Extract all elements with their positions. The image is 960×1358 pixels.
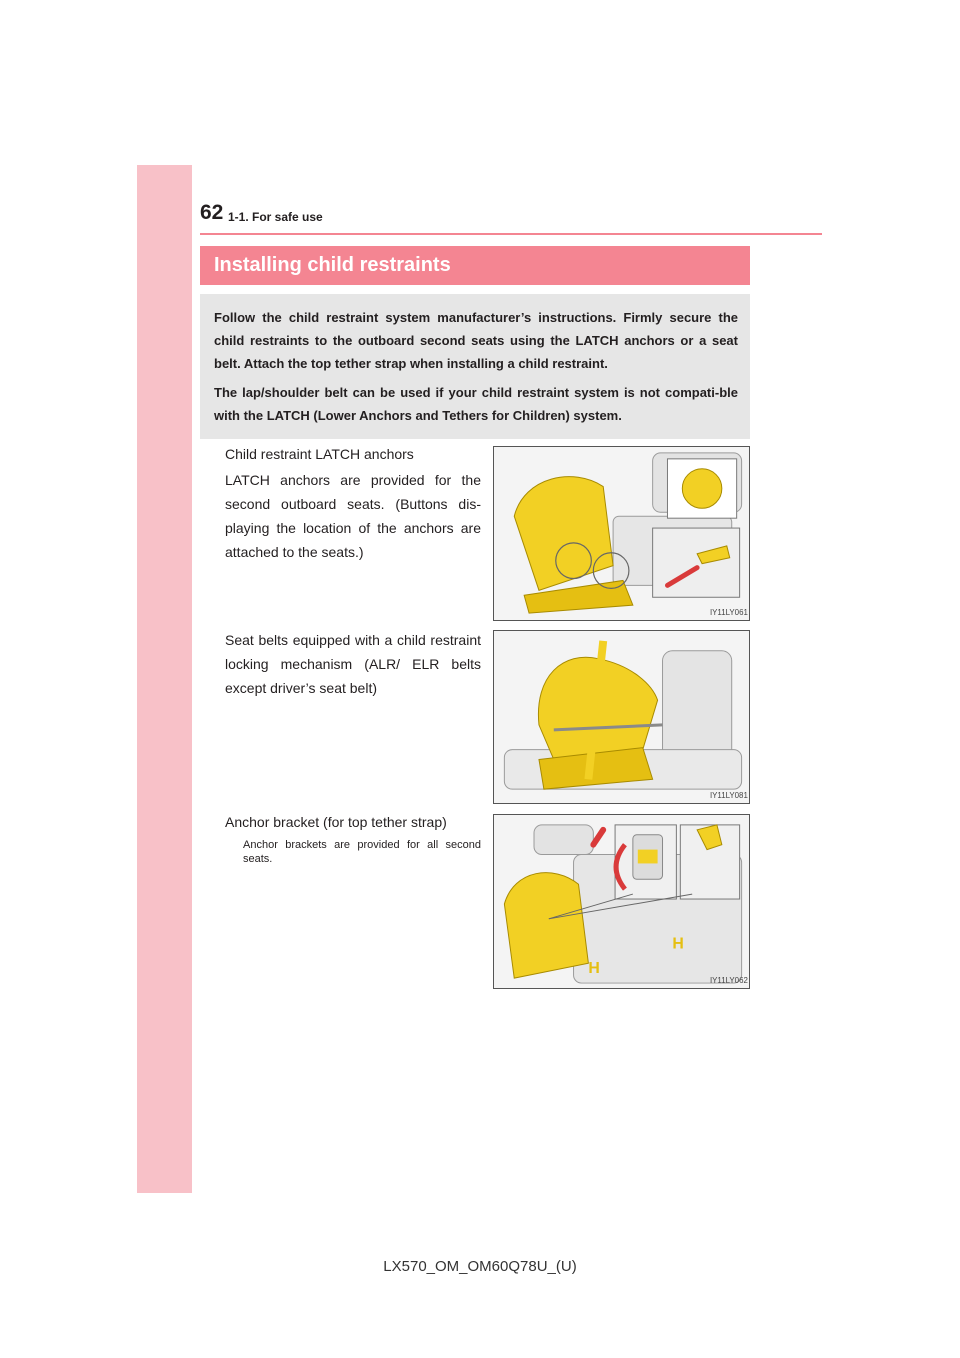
page-number: 62 <box>200 201 224 224</box>
latch-anchors-title: Child restraint LATCH anchors <box>225 446 414 462</box>
intro-paragraph: Follow the child restraint system manufacturer’s instructions. Firmly secure the child restraints to the outboard second seats using the LATCH anchors or a seat belt. Attach the top tether strap when installing a child restraint. <box>214 310 738 371</box>
anchor-bracket-drawing <box>494 815 749 988</box>
figure-code: IY11LY081 <box>709 791 748 801</box>
alr-elr-belts-description: Seat belts equipped with a child restraint locking mechanism (ALR/ ELR belts except driver’s seat belt) <box>225 632 481 696</box>
anchor-bracket-illustration <box>493 814 750 989</box>
intro-box <box>200 294 750 439</box>
anchor-glyph-icon: H <box>588 960 600 978</box>
figure-code: IY11LY062 <box>709 976 748 986</box>
latch-anchors-drawing <box>494 447 749 620</box>
figure-code: IY11LY061 <box>709 608 748 618</box>
section-title-banner: Installing child restraints <box>200 246 750 285</box>
anchor-glyph-icon: H <box>672 935 684 953</box>
latch-anchors-description: LATCH anchors are provided for the second outboard seats. (Buttons dis-playing the location of the anchors are attached to the seats.) <box>225 472 481 560</box>
seat-belt-installation-illustration <box>493 630 750 804</box>
seat-belt-drawing <box>494 631 749 803</box>
latch-anchors-illustration <box>493 446 750 621</box>
side-tab-band <box>137 165 192 1193</box>
header-divider <box>200 233 822 235</box>
anchor-bracket-title: Anchor bracket (for top tether strap) <box>225 814 447 830</box>
document-code: LX570_OM_OM60Q78U_(U) <box>383 1258 577 1275</box>
intro-paragraph: The lap/shoulder belt can be used if your child restraint system is not compati-ble with the LATCH (Lower Anchors and Tethers for Children) system. <box>214 385 738 423</box>
section-breadcrumb: 1-1. For safe use <box>228 210 323 224</box>
anchor-bracket-note: Anchor brackets are provided for all second seats. <box>243 839 481 865</box>
